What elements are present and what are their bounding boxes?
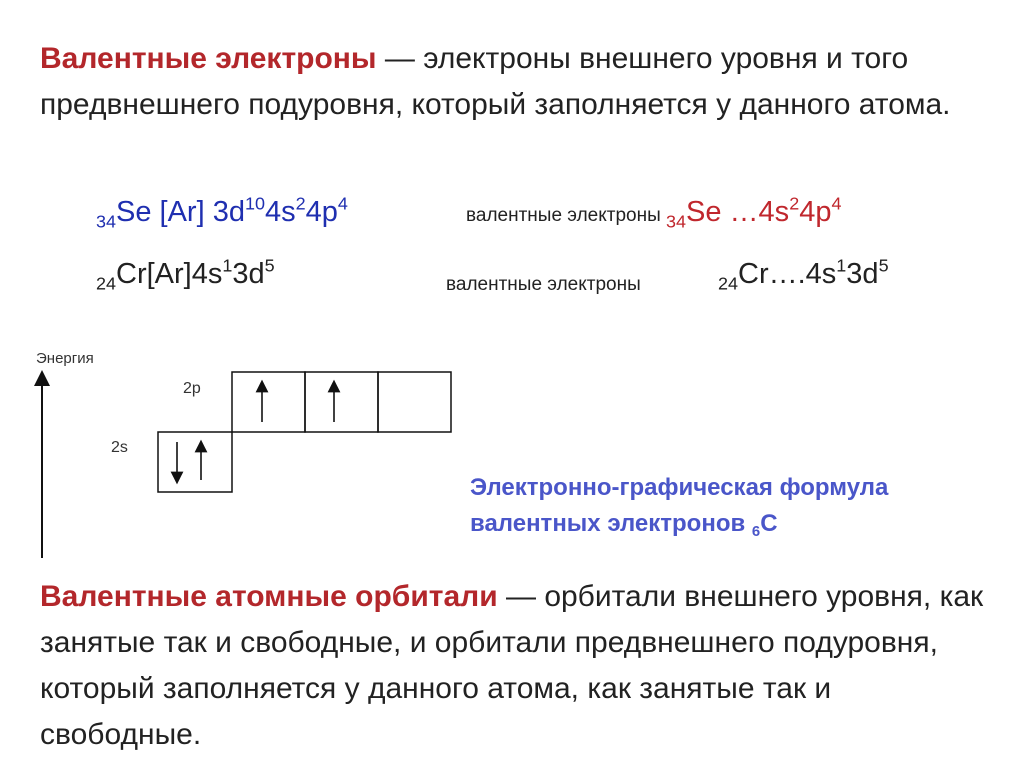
element-symbol: С [760,510,778,537]
orbital-label-2p: 2p [183,380,201,397]
diagram-caption [470,470,888,542]
orbital-cell-2s [158,432,232,492]
dash: — [376,42,424,75]
definition-text: электроны внешнего уровня и того предвнешнего подуровня, который заполняется у данного атома. [40,42,951,121]
caption-line [470,506,888,542]
atomic-number: 34 [96,211,116,232]
orbital-label-2s: 2s [111,439,128,456]
orbital-cell-2p-3 [378,372,451,432]
exponent: 2 [789,193,800,214]
formula-part: Cr….4s [738,258,837,290]
formula-part: 3d [846,258,879,290]
energy-label: Энергия [36,350,94,367]
atomic-number: 34 [666,211,687,232]
dash: — [497,580,545,613]
exponent: 5 [264,255,275,276]
caption-text: валентных электронов [470,510,752,537]
exponent: 5 [878,255,889,276]
atomic-number: 24 [96,273,116,294]
formula-part: 4p [799,196,832,228]
exponent: 4 [831,193,842,214]
exponent: 1 [222,255,233,276]
orbital-cell-2p-1 [232,372,305,432]
atomic-number: 6 [751,524,761,541]
formula-part: 4p [305,196,338,228]
term-valence-electrons: Валентные электроны [40,42,377,75]
caption-line: Электронно-графическая формула [470,474,889,501]
definition-valence-orbitals [40,574,990,758]
formula-part: Cr[Ar]4s [116,258,223,290]
formula-part: Se …4s [686,196,790,228]
term-valence-orbitals: Валентные атомные орбитали [40,580,498,613]
exponent: 2 [295,193,306,214]
valence-label: валентные электроны [446,274,641,295]
formula-part: 3d [232,258,265,290]
exponent: 4 [337,193,348,214]
definition-text: орбитали внешнего уровня, как занятые так и свободные, и орбитали предвнешнего подуровня, который заполняется у данного атома, как занятые так и свободные. [40,580,984,751]
exponent: 1 [836,255,847,276]
formula-part: 4s [264,196,296,228]
atomic-number: 24 [718,273,738,294]
exponent: 10 [244,193,265,214]
valence-label: валентные электроны [466,205,667,226]
formula-part: Se [Ar] 3d [116,196,245,228]
orbital-cell-2p-2 [305,372,378,432]
